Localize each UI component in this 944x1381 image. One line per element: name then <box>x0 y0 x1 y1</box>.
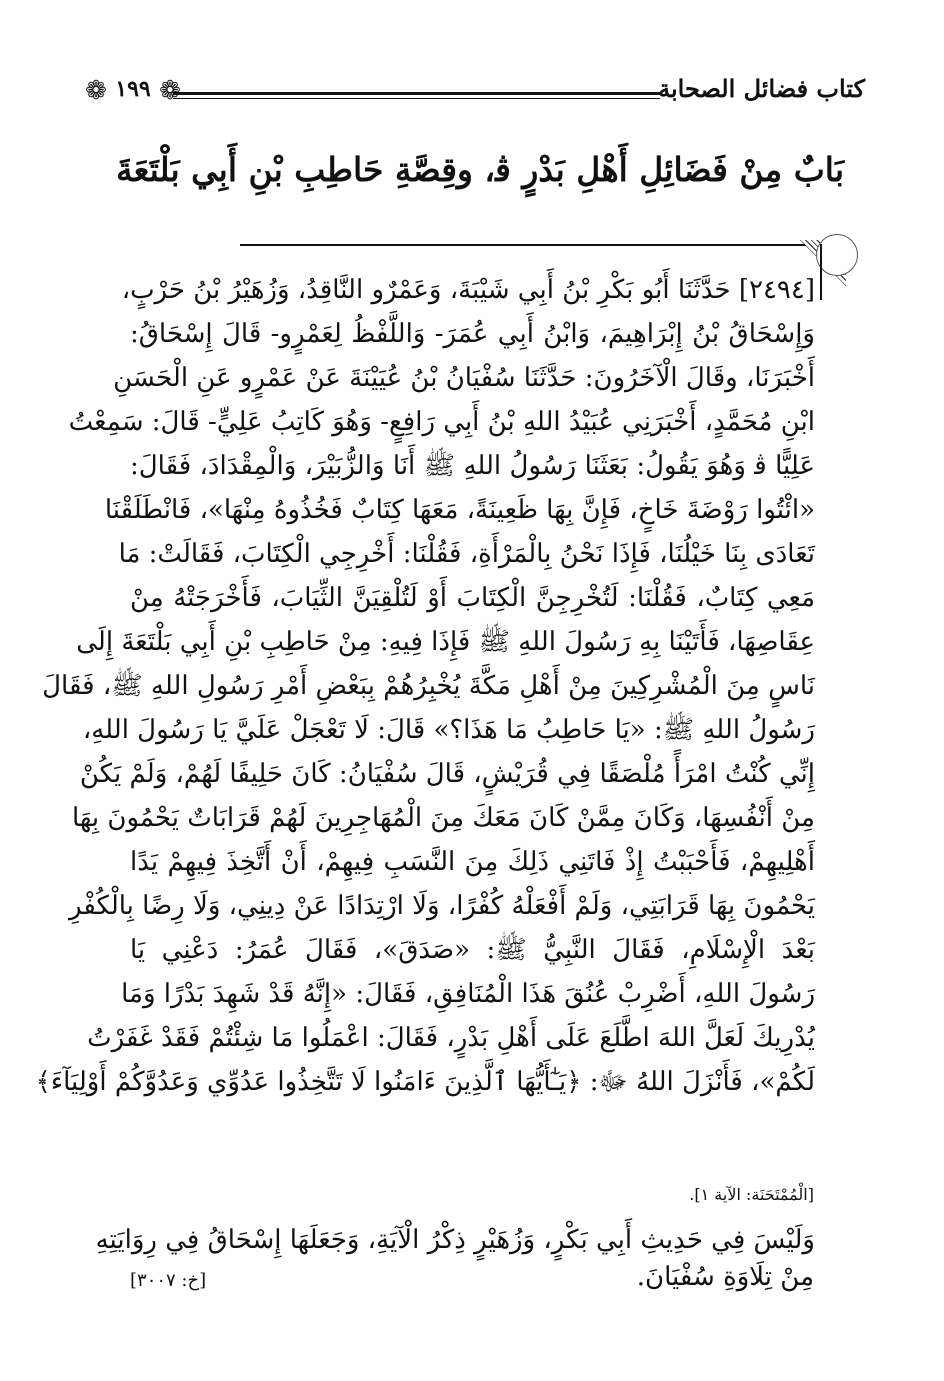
hadith-text <box>35 268 815 1104</box>
hadith-line: يَحْمُونَ بِهَا قَرَابَتِي، وَلَمْ أَفْعَلْهُ كُفْرًا، وَلَا ارْتِدَادًا عَنْ دِينِي، وَلَا رِضًا بِالْكُفْرِ <box>68 891 815 921</box>
hadith-line: مَعِي كِتَابٌ، فَقُلْنَا: لَتُخْرِجِنَّ الْكِتَابَ أَوْ لَتُلْقِيَنَّ الثِّيَابَ، فَأَخْرَجَتْهُ مِنْ <box>130 583 815 613</box>
hadith-line: مِنْ أَنْفُسِهَا، وَكَانَ مِمَّنْ كَانَ مَعَكَ مِنَ الْمُهَاجِرِينَ لَهُمْ قَرَابَاتٌ يَحْمُونَ بِهَا <box>71 803 815 833</box>
floral-ornament-icon: ❁ <box>85 76 107 106</box>
page-number: ١٩٩ <box>115 76 151 102</box>
corner-circle-icon <box>816 234 858 276</box>
chapter-title: بَابٌ مِنْ فَضَائِلِ أَهْلِ بَدْرٍ ﭬ، وقِصَّةِ حَاطِبِ بْنِ أَبِي بَلْتَعَةَ <box>115 150 845 189</box>
hadith-line: عَلِيًّا ﭬ وَهُوَ يَقُولُ: بَعَثَنَا رَسُولُ اللهِ ﷺ أَنَا وَالزُّبَيْرَ، وَالْمِقْدَادَ، فَقَالَ: <box>130 451 815 481</box>
hadith-line: [٢٤٩٤] حَدَّثَنَا أَبُو بَكْرِ بْنُ أَبِي شَيْبَةَ، وَعَمْرٌو النَّاقِدُ، وَزُهَيْرُ بْنُ حَرْبٍ، <box>121 275 815 305</box>
running-title: كتاب فضائل الصحابة <box>658 74 865 103</box>
hadith-line: لَكُمْ»، فَأَنْزَلَ اللهُ ﷻ: ﴿يَـٰٓأَيُّهَا ٱلَّذِينَ ءَامَنُوا لَا تَتَّخِذُوا عَدُوِّي وَعَدُوَّكُمْ أَوْلِيَآءَ﴾ <box>35 1067 815 1097</box>
page-number-badge <box>85 72 181 112</box>
note-line-last: مِنْ تِلَاوَةِ سُفْيَانَ. <box>636 1262 814 1292</box>
page-header <box>85 60 865 120</box>
hadith-line: أَخْبَرَنَا، وقَالَ الْآخَرُونَ: حَدَّثَنَا سُفْيَانُ بْنُ عُيَيْنَةَ عَنْ عَمْرٍو عَنِ الْحَسَنِ <box>113 363 815 393</box>
floral-ornament-icon: ❁ <box>159 76 181 106</box>
hadith-line: رَسُولَ اللهِ، أَضْرِبْ عُنُقَ هَذَا الْمُنَافِقِ، فَقَالَ: «إِنَّهُ قَدْ شَهِدَ بَدْرًا وَمَا <box>121 979 815 1009</box>
cross-reference: [خ: ٣٠٠٧] <box>130 1270 207 1291</box>
hadith-line: إِنِّي كُنْتُ امْرَأً مُلْصَقًا فِي قُرَيْشٍ، قَالَ سُفْيَانُ: كَانَ حَلِيفًا لَهُمْ، وَلَمْ يَكُنْ <box>79 759 815 789</box>
narration-note <box>95 1218 815 1262</box>
hadith-line: وَإِسْحَاقُ بْنُ إِبْرَاهِيمَ، وَابْنُ أَبِي عُمَرَ- وَاللَّفْظُ لِعَمْرٍو- قَالَ إِسْحَاقُ: <box>130 319 815 349</box>
hadith-line: بَعْدَ الْإِسْلَامِ، فَقَالَ النَّبِيُّ ﷺ: «صَدَقَ»، فَقَالَ عُمَرُ: دَعْنِي يَا <box>130 935 815 965</box>
verse-reference: [الْمُمْتَحَنَة: الآية ١]. <box>689 1185 814 1204</box>
hadith-line: عِقَاصِهَا، فَأَتَيْنَا بِهِ رَسُولَ اللهِ ﷺ فَإِذَا فِيهِ: مِنْ حَاطِبِ بْنِ أَبِي بَلْتَعَةَ إِلَى <box>76 627 815 657</box>
note-line: وَلَيْسَ فِي حَدِيثِ أَبِي بَكْرٍ، وَزُهَيْرٍ ذِكْرُ الْآيَةِ، وَجَعَلَهَا إِسْحَاقُ فِي رِوَايَتِهِ <box>95 1225 815 1255</box>
hadith-line: أَهْلِيهِمْ، فَأَحْبَبْتُ إِذْ فَاتَنِي ذَلِكَ مِنَ النَّسَبِ فِيهِمْ، أَنْ أَتَّخِذَ فِيهِمْ يَدًا <box>130 847 815 877</box>
hadith-line: يُدْرِيكَ لَعَلَّ اللهَ اطَّلَعَ عَلَى أَهْلِ بَدْرٍ، فَقَالَ: اعْمَلُوا مَا شِئْتُمْ فَقَدْ غَفَرْتُ <box>87 1023 815 1053</box>
header-rule-thick <box>173 92 660 95</box>
hadith-line: تَعَادَى بِنَا خَيْلُنَا، فَإِذَا نَحْنُ بِالْمَرْأَةِ، فَقُلْنَا: أَخْرِجِي الْكِتَابَ، فَقَالَتْ: مَا <box>118 539 815 569</box>
hadith-line: رَسُولُ اللهِ ﷺ: «يَا حَاطِبُ مَا هَذَا؟» قَالَ: لَا تَعْجَلْ عَلَيَّ يَا رَسُولَ اللهِ، <box>82 715 815 745</box>
hadith-line: «ائْتُوا رَوْضَةَ خَاخٍ، فَإِنَّ بِهَا ظَعِينَةً، مَعَهَا كِتَابٌ فَخُذُوهُ مِنْهَا»، فَانْطَلَقْنَا <box>104 495 815 525</box>
hadith-line: ابْنِ مُحَمَّدٍ، أَخْبَرَنِي عُبَيْدُ اللهِ بْنُ أَبِي رَافِعٍ- وَهُوَ كَاتِبُ عَلِيٍّ- قَالَ: سَمِعْتُ <box>68 407 815 437</box>
hadith-line: نَاسٍ مِنَ الْمُشْرِكِينَ مِنْ أَهْلِ مَكَّةَ يُخْبِرُهُمْ بِبَعْضِ أَمْرِ رَسُولِ اللهِ ﷺ، فَقَالَ <box>42 671 815 701</box>
header-rule-thin <box>173 98 660 99</box>
corner-ornament-drop <box>820 244 822 300</box>
corner-ornament-line <box>240 244 812 246</box>
